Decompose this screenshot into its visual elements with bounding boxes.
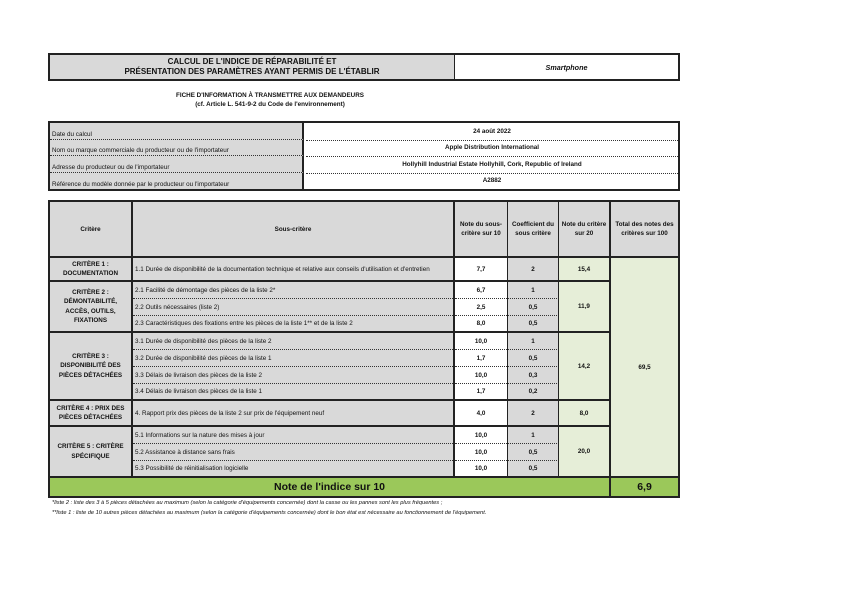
note-5-1: 10,0 [455, 427, 507, 444]
coeff-4: 2 [507, 401, 559, 427]
coeff-1-1: 2 [507, 258, 559, 282]
subcriterion-3-4: 3.4 Délais de livraison des pièces de la liste 1 [133, 384, 453, 401]
header-note-sous: Note du sous-critère sur 10 [455, 202, 507, 258]
fiche-line-1: FICHE D'INFORMATION À TRANSMETTRE AUX DEMANDEURS [176, 92, 364, 99]
criterion-4: CRITÈRE 4 : PRIX DES PIÈCES DÉTACHÉES [50, 401, 131, 427]
coeff-5-2: 0,5 [507, 444, 559, 461]
info-label: Nom ou marque commerciale du producteur ou de l'importateur [50, 140, 304, 157]
criterion-2: CRITÈRE 2 : DÉMONTABILITÉ, ACCÈS, OUTILS, FIXATIONS [50, 282, 131, 333]
product-type: Smartphone [455, 53, 680, 81]
subcriterion-5-2: 5.2 Assistance à distance sans frais [133, 444, 453, 461]
info-row-address [50, 156, 678, 173]
info-value-date: 24 août 2022 [306, 123, 678, 141]
coeff-3-1: 1 [507, 333, 559, 350]
score-table [48, 200, 680, 498]
final-score: 6,9 [611, 478, 678, 496]
header-sous-critere: Sous-critère [133, 202, 453, 258]
info-row-model [50, 173, 678, 190]
divider [131, 202, 133, 478]
criterion-5: CRITÈRE 5 : CRITÈRE SPÉCIFIQUE [50, 427, 131, 478]
criterion-1: CRITÈRE 1 : DOCUMENTATION [50, 258, 131, 282]
total-sur-100: 69,5 [611, 258, 678, 478]
subcriterion-2-3: 2.3 Caractéristiques des fixations entre les pièces de la liste 1** et de la liste 2 [133, 316, 453, 333]
fiche-subtitle [120, 91, 420, 109]
title-line-1: CALCUL DE L'INDICE DE RÉPARABILITÉ ET [167, 57, 337, 66]
footnote-liste-1: **liste 1 : liste de 10 autres pièces détachées au maximum (selon la catégorie d'équipements concernée) dont le bon état est nécessaire au fonctionnement de l'équipement. [52, 510, 487, 516]
note20-criterion-1: 15,4 [559, 258, 609, 282]
subcriterion-2-2: 2.2 Outils nécessaires (liste 2) [133, 299, 453, 316]
coeff-2-1: 1 [507, 282, 559, 299]
coeff-3-2: 0,5 [507, 350, 559, 367]
header-coeff: Coefficient du sous critère [507, 202, 559, 258]
subcriterion-2-1: 2.1 Facilité de démontage des pièces de la liste 2* [133, 282, 453, 299]
note20-criterion-4: 8,0 [559, 401, 609, 427]
title-line-2: PRÉSENTATION DES PARAMÈTRES AYANT PERMIS DE L'ÉTABLIR [124, 67, 380, 76]
coeff-5-3: 0,5 [507, 461, 559, 478]
subcriterion-5-1: 5.1 Informations sur la nature des mises à jour [133, 427, 453, 444]
info-label: Adresse du producteur ou de l'importateur [50, 156, 304, 173]
final-label: Note de l'indice sur 10 [50, 478, 609, 496]
coeff-2-2: 0,5 [507, 299, 559, 316]
note20-criterion-5: 20,0 [559, 427, 609, 478]
coeff-3-4: 0,2 [507, 384, 559, 401]
note-5-2: 10,0 [455, 444, 507, 461]
info-label: Référence du modèle donnée par le producteur ou l'importateur [50, 173, 304, 190]
note-1-1: 7,7 [455, 258, 507, 282]
subcriterion-3-3: 3.3 Délais de livraison des pièces de la liste 2 [133, 367, 453, 384]
note-3-2: 1,7 [455, 350, 507, 367]
note-3-3: 10,0 [455, 367, 507, 384]
header-total: Total des notes des critères sur 100 [611, 202, 678, 258]
info-row-brand [50, 140, 678, 157]
note20-criterion-2: 11,9 [559, 282, 609, 333]
note-3-1: 10,0 [455, 333, 507, 350]
subcriterion-3-1: 3.1 Durée de disponibilité des pièces de la liste 2 [133, 333, 453, 350]
subcriterion-3-2: 3.2 Durée de disponibilité des pièces de la liste 1 [133, 350, 453, 367]
header-note-critere: Note du critère sur 20 [559, 202, 609, 258]
subcriterion-1-1: 1.1 Durée de disponibilité de la documentation technique et relative aux conseils d'utilisation et d'entretien [133, 258, 453, 282]
divider [558, 202, 559, 478]
note-2-1: 6,7 [455, 282, 507, 299]
info-value-model: A2882 [482, 177, 502, 185]
footnote-liste-2: *liste 2 : liste des 3 à 5 pièces détachées au maximum (selon la catégorie d'équipements concernée) dont la casse ou les pannes sont les plus fréquentes ; [52, 500, 443, 506]
header-critere: Critère [50, 202, 131, 258]
info-value-brand: Apple Distribution International [306, 140, 678, 158]
note-4: 4,0 [455, 401, 507, 427]
note-3-4: 1,7 [455, 384, 507, 401]
info-label: Date du calcul [50, 123, 304, 140]
note20-criterion-3: 14,2 [559, 333, 609, 401]
note-2-3: 8,0 [455, 316, 507, 333]
info-row-date [50, 123, 678, 140]
coeff-5-1: 1 [507, 427, 559, 444]
divider [507, 202, 508, 478]
divider [453, 202, 455, 478]
document-title [48, 53, 456, 81]
fiche-line-2: (cf. Article L. 541-9-2 du Code de l'environnement) [195, 101, 345, 108]
coeff-2-3: 0,5 [507, 316, 559, 333]
info-table [48, 121, 680, 191]
note-2-2: 2,5 [455, 299, 507, 316]
criterion-3: CRITÈRE 3 : DISPONIBILITÉ DES PIÈCES DÉTACHÉES [50, 333, 131, 401]
subcriterion-5-3: 5.3 Possibilité de réinitialisation logicielle [133, 461, 453, 478]
info-value-address: Hollyhill Industrial Estate Hollyhill, Cork, Republic of Ireland [306, 156, 678, 174]
subcriterion-4: 4. Rapport prix des pièces de la liste 2 sur prix de l'équipement neuf [133, 401, 453, 427]
note-5-3: 10,0 [455, 461, 507, 478]
coeff-3-3: 0,3 [507, 367, 559, 384]
divider [609, 202, 611, 496]
